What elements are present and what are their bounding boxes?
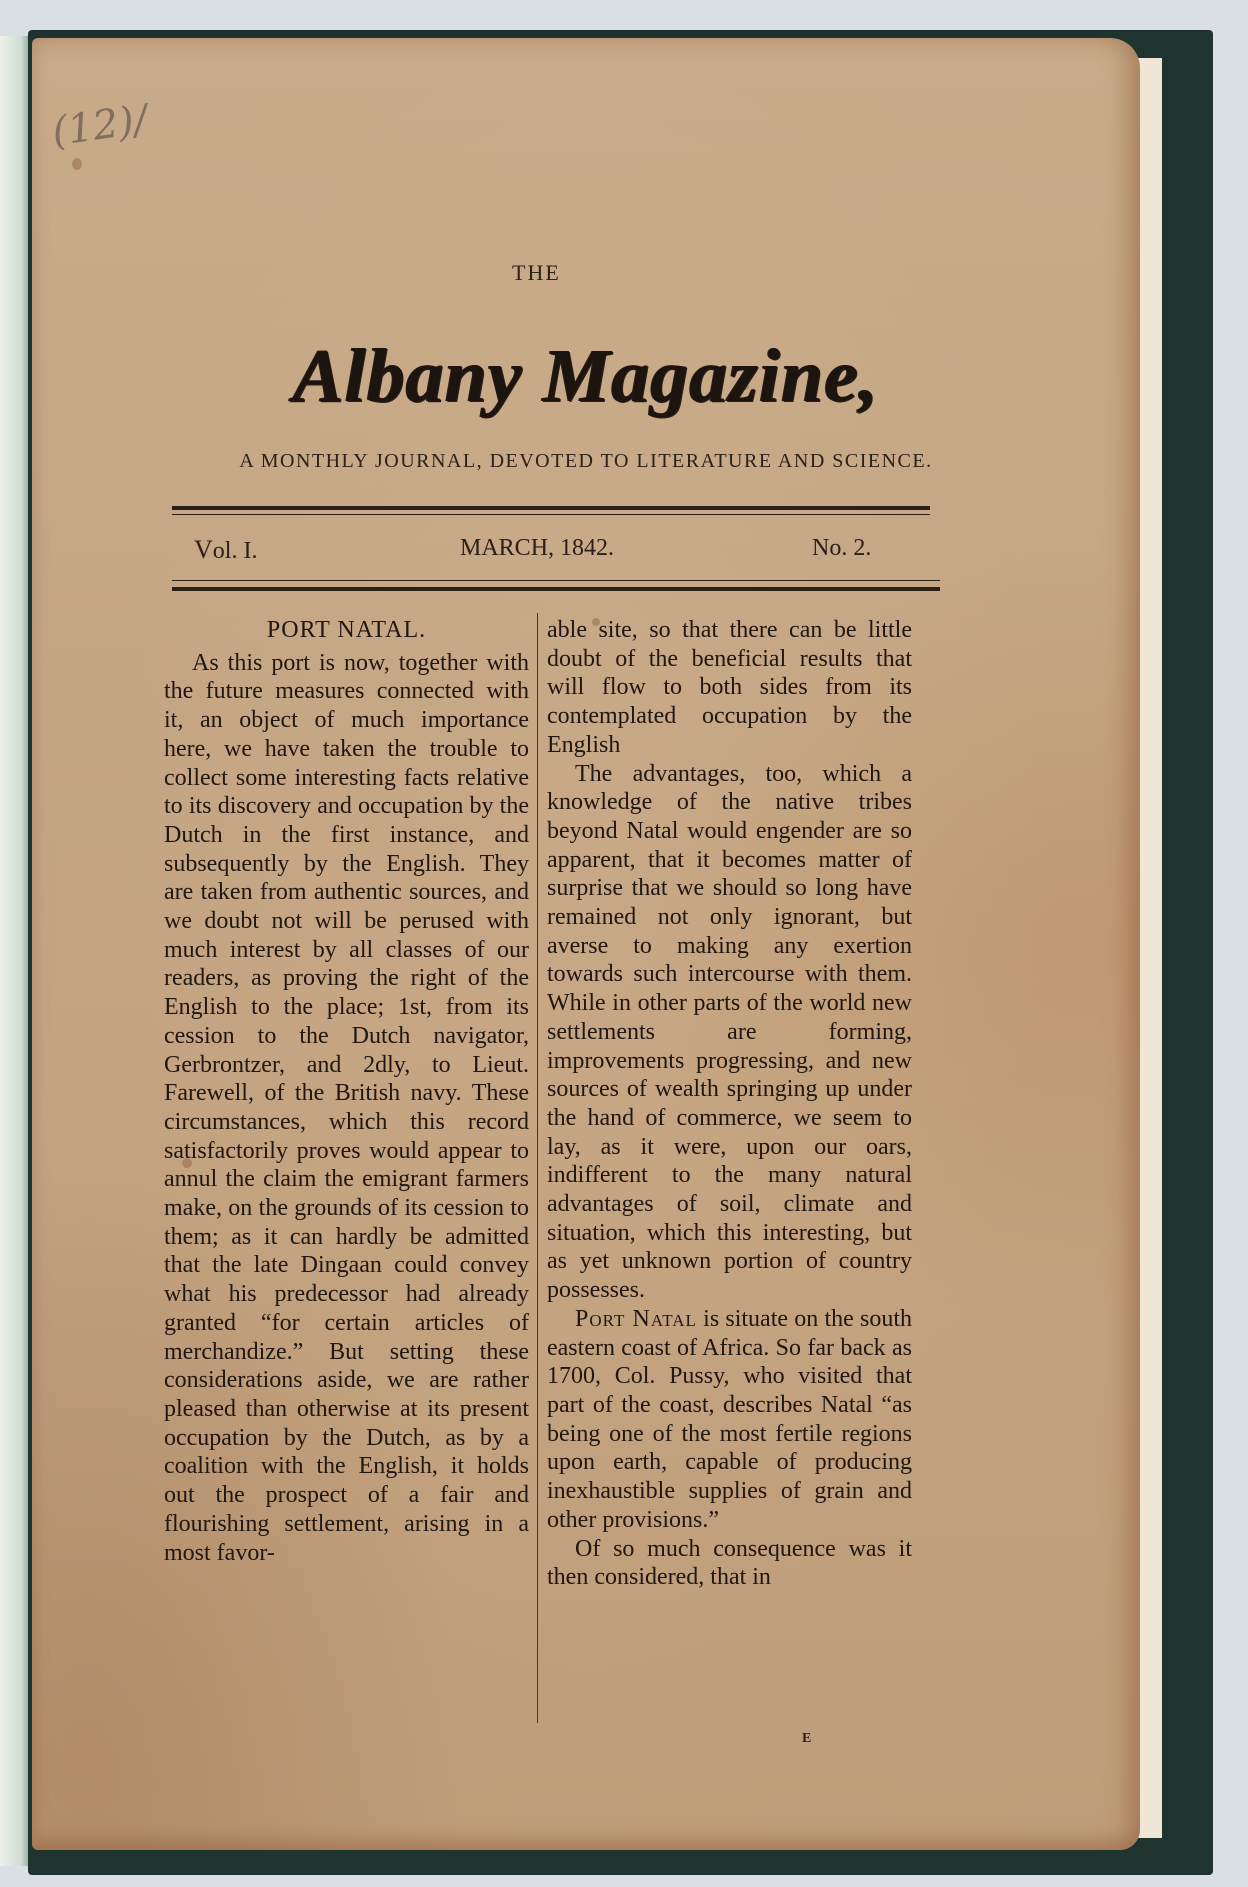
rule-bottom-thin [172,580,940,581]
volume-label: Vol. I. [194,535,258,564]
article-paragraph-continued: able site, so that there can be little doubt of the beneficial results that will flow to both sides from its contemplated occupation by the English [547,617,912,758]
issue-date: MARCH, 1842. [460,535,615,561]
endpaper-strip [0,36,30,1866]
rule-top-thin [172,514,930,515]
issue-number: No. 2. [812,535,872,561]
article-paragraph [547,1305,912,1535]
signature-mark: E [802,1731,812,1746]
stain [72,158,82,170]
masthead-title: Albany Magazine, [292,334,880,418]
magazine-page [32,38,1140,1850]
article-paragraph: Of so much consequence was it then considered, that in [547,1535,912,1591]
text-column-right [547,616,912,1592]
pencil-annotation: (12)/ [49,96,151,156]
masthead-subtitle: A MONTHLY JOURNAL, DEVOTED TO LITERATURE AND SCIENCE. [239,450,933,472]
paragraph-text: is situate on the south eastern coast of Africa. So far back as 1700, Col. Pussy, who visited that part of the coast, describes Natal “as being one of the most fertile regions upon earth, capable of producing inexhaustible supplies of grain and other provisions.” [547,1305,912,1533]
column-divider [537,613,538,1723]
rule-bottom-thick [172,587,940,591]
article-paragraph: As this port is now, together with the future measures connected with it, an object of much importance here, we have taken the trouble to collect some interesting facts relative to its discovery and occupation by the Dutch in the first instance, and subsequently by the English. They are taken from authentic sources, and we doubt not will be perused with much interest by all classes of our readers, as proving the right of the English to the place; 1st, from its cession to the Dutch navigator, Gerbrontzer, and 2dly, to Lieut. Farewell, of the British navy. These circumstances, which this record satisfactorily proves would appear to annul the claim the emigrant farmers make, on the grounds of its cession to them; as it can hardly be admitted that the late Dingaan could convey what his predecessor had already granted “for certain articles of merchandize.” But setting these considerations aside, we are rather pleased than otherwise at its present occupation by the Dutch, as by a coalition with the English, it holds out the prospect of a fair and flourishing settlement, arising in a most favor- [164,649,529,1566]
masthead-the: THE [512,260,561,285]
port-natal-lead: Port Natal [575,1305,697,1332]
article-paragraph: The advantages, too, which a knowledge of the native tribes beyond Natal would engender are so apparent, that it becomes matter of surprise that we should so long have remained not only ignorant, but averse to making any exertion towards such intercourse with them. While in other parts of the world new settlements are forming, improvements progressing, and new sources of wealth springing up under the hand of commerce, we seem to lay, as it were, upon our oars, indifferent to the many natural advantages of soil, climate and situation, which this interesting, but as yet unknown portion of country possesses. [547,760,912,1304]
text-column-left [164,616,529,1567]
rule-top-thick [172,506,930,510]
article-heading: PORT NATAL. [266,617,427,643]
